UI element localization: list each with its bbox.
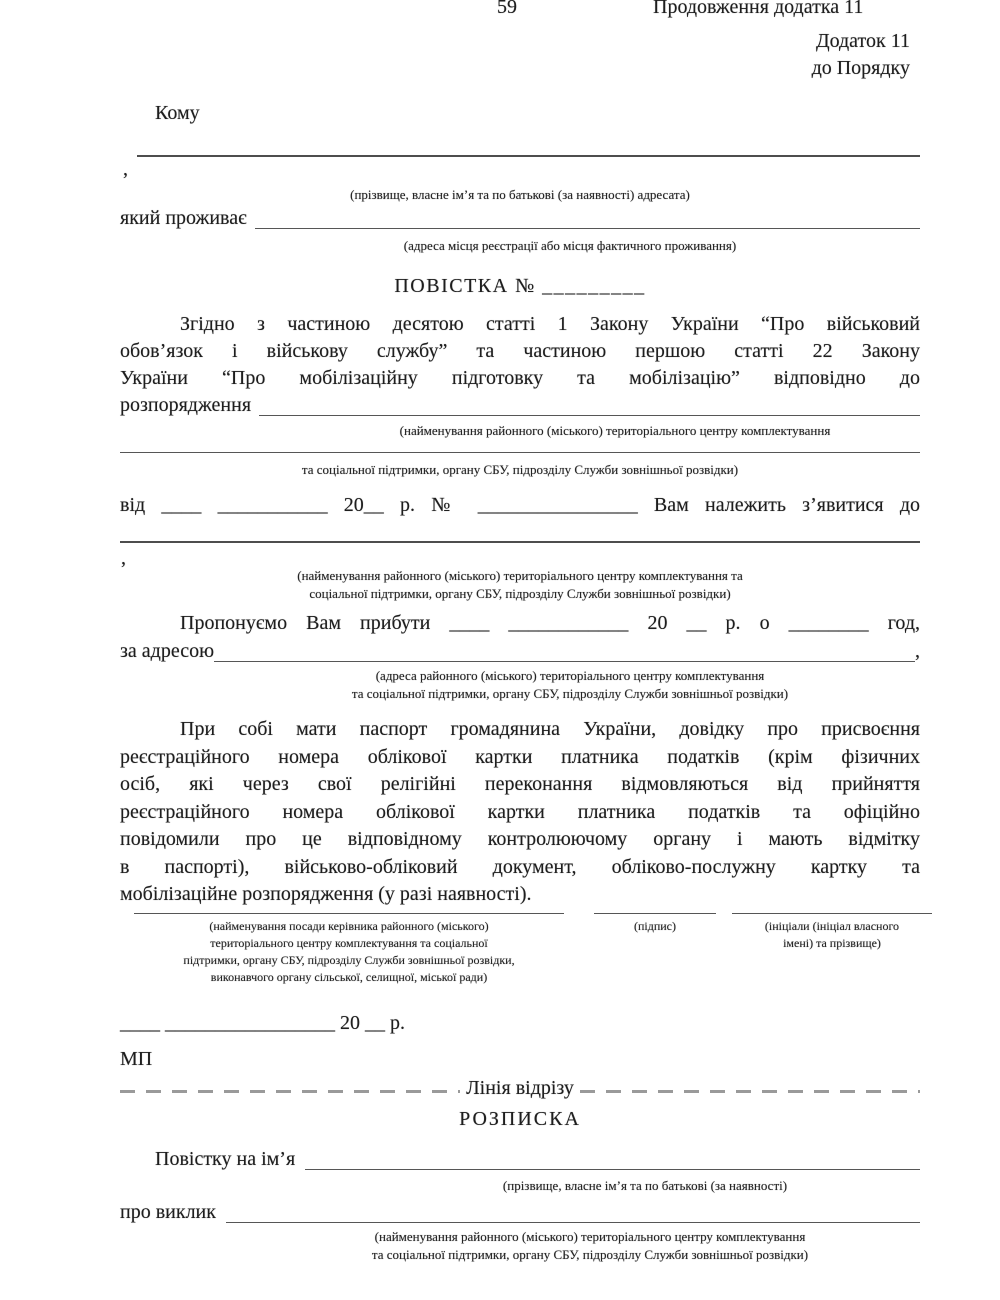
receipt-name-blank-line <box>305 1146 920 1170</box>
signature-sign-caption: (підпис) <box>633 919 677 933</box>
address-caption <box>120 667 920 703</box>
appear-place-line <box>120 541 920 543</box>
cut-line-dashes <box>120 1090 460 1093</box>
signature-date-line: ____ _________________ 20 __ р. <box>120 1012 405 1034</box>
receipt-call-label: про виклик <box>120 1201 216 1223</box>
tcc-caption: та соціальної підтримки, органу СБУ, підрозділу Служби зовнішньої розвідки) <box>301 462 739 477</box>
residence-blank-line <box>255 205 920 229</box>
continuation-note: Продовження додатка 11 <box>653 0 864 18</box>
receipt-call-caption-line: та соціальної підтримки, органу СБУ, підрозділу Служби зовнішньої розвідки) <box>371 1247 809 1262</box>
order-caption: (найменування районного (міського) територіального центру комплектування <box>399 423 831 438</box>
address-row <box>120 638 920 665</box>
cut-line-row <box>120 1076 920 1100</box>
address-blank-line <box>214 638 915 662</box>
addressee-trailing-comma: , <box>123 158 128 180</box>
signature-sign-column <box>594 913 716 986</box>
arrive-line: Пропонуємо Вам прибути ____ ____________ 20 __ р. о ________ год, <box>180 612 920 634</box>
signature-position-caption <box>120 918 578 986</box>
address-caption-line: та соціальної підтримки, органу СБУ, підрозділу Служби зовнішньої розвідки) <box>351 686 789 701</box>
annex-to-label: до Порядку <box>811 57 910 79</box>
residence-caption: (адреса місця реєстрації або місця фактичного проживання) <box>403 238 737 253</box>
signature-initials-caption <box>732 918 932 952</box>
signature-initials-column <box>732 913 932 986</box>
summons-title: ПОВІСТКА № _________ <box>394 275 646 297</box>
addressee-to-label: Кому <box>155 102 200 124</box>
receipt-name-row <box>120 1146 920 1173</box>
signature-row <box>120 913 932 986</box>
receipt-call-caption-line: (найменування районного (міського) територіального центру комплектування <box>374 1229 806 1244</box>
receipt-name-label: Повістку на ім’я <box>155 1148 296 1170</box>
documents-paragraph-line: При собі мати паспорт громадянина України, довідку про присвоєння <box>180 718 920 740</box>
order-blank-line <box>259 392 920 416</box>
residence-row <box>120 205 920 232</box>
addressee-name-caption: (прізвище, власне ім’я та по батькові (за наявності) адресата) <box>350 187 690 202</box>
annex-label: Додаток 11 <box>815 30 910 52</box>
appear-caption-line: соціальної підтримки, органу СБУ, підрозділу Служби зовнішньої розвідки) <box>309 586 731 601</box>
documents-paragraph-line: осіб, які через свої релігійні переконання відмовляються від прийняття <box>120 773 920 795</box>
order-row <box>120 392 920 419</box>
documents-paragraph-line: в паспорті), військово-обліковий документ, обліково-послужну картку та <box>120 856 920 878</box>
seal-label: МП <box>120 1048 153 1070</box>
addressee-name-line <box>137 155 920 157</box>
signature-initials-caption-line: (ініціали (ініціал власного <box>764 919 900 933</box>
law-paragraph-line: Згідно з частиною десятою статті 1 Закону України “Про військовий <box>180 313 920 335</box>
receipt-call-caption <box>120 1228 920 1264</box>
address-caption-line: (адреса районного (міського) територіального центру комплектування <box>375 668 765 683</box>
signature-initials-caption-line: імені) та прізвище) <box>783 936 881 950</box>
page-number: 59 <box>497 0 517 18</box>
date-number-line: від ____ ___________ 20__ р. № ________________ Вам належить з’явитися до <box>120 494 920 516</box>
signature-position-caption-line: територіального центру комплектування та соціальної <box>210 936 488 950</box>
annex-block <box>812 28 910 82</box>
documents-paragraph-line: повідомили про це відповідному контролюючому органу і мають відмітку <box>120 828 920 850</box>
receipt-title: РОЗПИСКА <box>459 1108 581 1130</box>
appear-caption <box>120 567 920 603</box>
signature-sign-line <box>594 913 716 914</box>
law-paragraph-line: обов’язок і військову службу” та частиною першою статті 22 Закону <box>120 340 920 362</box>
signature-position-line <box>134 913 564 914</box>
appear-caption-line: (найменування районного (міського) територіального центру комплектування та <box>297 568 743 583</box>
signature-position-column <box>120 913 578 986</box>
order-label: розпорядження <box>120 394 252 416</box>
address-trailing-comma: , <box>915 640 920 662</box>
signature-position-caption-line: підтримки, органу СБУ, підрозділу Служби зовнішньої розвідки, <box>183 953 515 967</box>
cut-line-dashes <box>580 1090 920 1093</box>
signature-position-caption-line: (найменування посади керівника районного (міського) <box>209 919 489 933</box>
receipt-name-caption: (прізвище, власне ім’я та по батькові (за наявності) <box>502 1178 788 1193</box>
documents-paragraph-line: мобілізаційне розпорядження (у разі наявності). <box>120 883 532 905</box>
documents-paragraph-line: реєстраційного номера облікової картки платника податків (крім фізичних <box>120 746 920 768</box>
appear-trailing-comma: , <box>121 547 126 569</box>
cut-line-label: Лінія відрізу <box>466 1077 574 1099</box>
address-label: за адресою <box>120 640 215 662</box>
documents-paragraph-line: реєстраційного номера облікової картки платника податків та офіційно <box>120 801 920 823</box>
law-paragraph-line: України “Про мобілізаційну підготовку та мобілізацію” відповідно до <box>120 367 920 389</box>
tcc-blank-line <box>120 438 920 453</box>
signature-initials-line <box>732 913 932 914</box>
receipt-call-row <box>120 1199 920 1226</box>
receipt-call-blank-line <box>226 1199 920 1223</box>
residence-label: який проживає <box>120 207 247 229</box>
signature-position-caption-line: виконавчого органу сільської, селищної, міської ради) <box>210 970 488 984</box>
